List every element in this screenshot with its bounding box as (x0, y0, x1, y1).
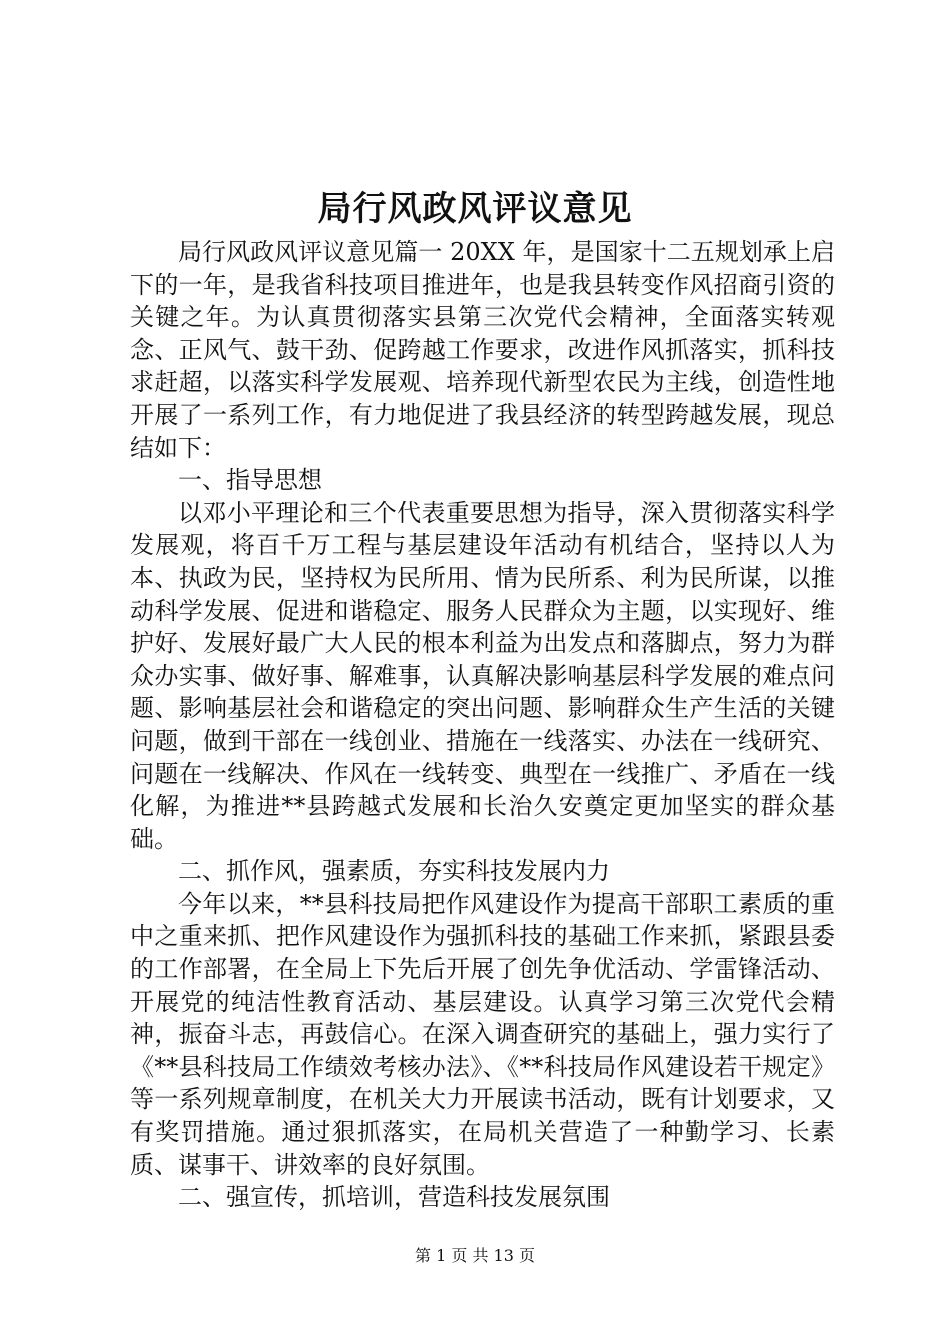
body-paragraph: 今年以来，**县科技局把作风建设作为提高干部职工素质的重中之重来抓、把作风建设作为强抓科技的基础工作来抓，紧跟县委的工作部署，在全局上下先后开展了创先争优活动、学雷锋活动、开展党的纯洁性教育活动、基层建设。认真学习第三次党代会精神，振奋斗志，再鼓信心。在深入调查研究的基础上，强力实行了《**县科技局工作绩效考核办法》、《**科技局作风建设若干规定》等一系列规章制度，在机关大力开展读书活动，既有计划要求，又有奖罚措施。通过狠抓落实，在局机关营造了一种勤学习、长素质、谋事干、讲效率的良好氛围。 (130, 889, 835, 1179)
body-paragraph: 局行风政风评议意见篇一 20XX 年，是国家十二五规划承上启下的一年，是我省科技项目推进年，也是我县转变作风招商引资的关键之年。为认真贯彻落实县第三次党代会精神，全面落实转观念、正风气、鼓干劲、促跨越工作要求，改进作风抓落实，抓科技求赶超，以落实科学发展观、培养现代新型农民为主线，创造性地开展了一系列工作，有力地促进了我县经济的转型跨越发展，现总结如下： (130, 238, 835, 462)
body-paragraph: 以邓小平理论和三个代表重要思想为指导，深入贯彻落实科学发展观，将百千万工程与基层建设年活动有机结合，坚持以人为本、执政为民，坚持权为民所用、情为民所系、利为民所谋，以推动科学发展、促进和谐稳定、服务人民群众为主题，以实现好、维护好、发展好最广大人民的根本利益为出发点和落脚点，努力为群众办实事、做好事、解难事，认真解决影响基层科学发展的难点问题、影响基层社会和谐稳定的突出问题、影响群众生产生活的关键问题，做到干部在一线创业、措施在一线落实、办法在一线研究、问题在一线解决、作风在一线转变、典型在一线推广、矛盾在一线化解，为推进**县跨越式发展和长治久安奠定更加坚实的群众基础。 (130, 498, 835, 853)
section-heading: 二、强宣传，抓培训，营造科技发展氛围 (178, 1183, 610, 1212)
section-heading: 一、指导思想 (178, 466, 322, 495)
section-heading: 二、抓作风，强素质，夯实科技发展内力 (178, 857, 610, 886)
document-title: 局行风政风评议意见 (317, 189, 633, 229)
document-body (130, 236, 835, 1214)
page-number-footer: 第 1 页 共 13 页 (415, 1246, 535, 1265)
